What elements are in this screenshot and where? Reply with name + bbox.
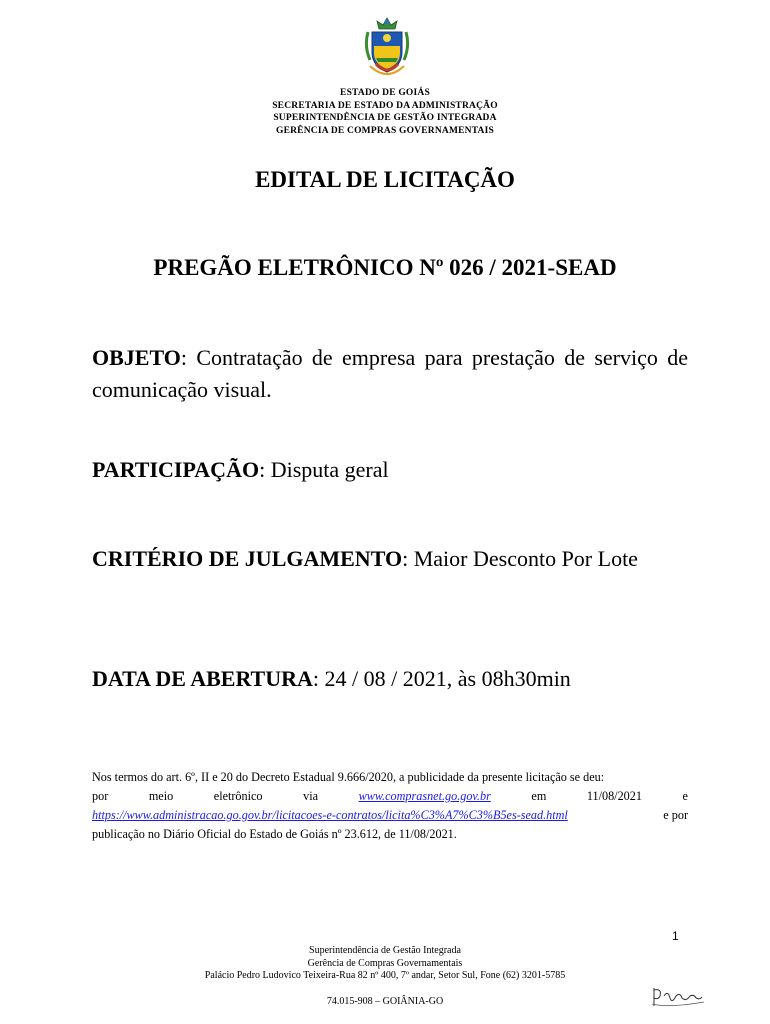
notice-word: em xyxy=(531,789,547,803)
notice-line-1: Nos termos do art. 6º, II e 20 do Decreto Estadual 9.666/2020, a publicidade da presente licitação se deu: xyxy=(92,770,605,784)
participacao-label: PARTICIPAÇÃO xyxy=(92,457,260,482)
document-title: EDITAL DE LICITAÇÃO xyxy=(255,167,515,192)
page-footer xyxy=(0,945,770,983)
criterio-label: CRITÉRIO DE JULGAMENTO xyxy=(92,546,403,571)
notice-word: meio xyxy=(148,789,174,803)
header-line-superintendence: SUPERINTENDÊNCIA DE GESTÃO INTEGRADA xyxy=(273,113,497,123)
notice-word: 11/08/2021 xyxy=(586,789,642,803)
document-subtitle: PREGÃO ELETRÔNICO Nº 026 / 2021-SEAD xyxy=(153,255,617,280)
comprasnet-link[interactable]: www.comprasnet.go.gov.br xyxy=(358,789,491,803)
page-number: 1 xyxy=(672,929,679,943)
objeto-section xyxy=(92,342,688,406)
objeto-separator: : xyxy=(180,345,197,370)
criterio-separator: : xyxy=(402,546,414,571)
participacao-separator: : xyxy=(259,457,271,482)
notice-line-3 xyxy=(92,806,688,825)
notice-line-2 xyxy=(92,787,688,806)
objeto-text: Contratação de empresa para prestação de serviço de comunicação visual. xyxy=(92,345,688,402)
notice-word: eletrônico xyxy=(213,789,263,803)
notice-word: e por xyxy=(663,808,688,822)
notice-word: por xyxy=(92,789,109,803)
notice-word: via xyxy=(303,789,318,803)
state-coat-of-arms-icon xyxy=(362,16,412,82)
header-line-secretariat: SECRETARIA DE ESTADO DA ADMINISTRAÇÃO xyxy=(272,100,498,111)
criterio-text: Maior Desconto Por Lote xyxy=(413,546,638,571)
notice-word: e xyxy=(682,789,688,803)
footer-line-address: Palácio Pedro Ludovico Teixeira-Rua 82 nº 400, 7º andar, Setor Sul, Fone (62) 3201-5785 xyxy=(204,970,566,981)
notice-line-4: publicação no Diário Oficial do Estado de Goiás nº 23.612, de 11/08/2021. xyxy=(92,827,457,841)
document-header xyxy=(0,87,770,137)
sead-licitacoes-link[interactable]: https://www.administracao.go.gov.br/licitacoes-e-contratos/licita%C3%A7%C3%B5es-sead.html xyxy=(92,808,568,822)
criterio-section xyxy=(92,543,688,575)
initials-signature-icon xyxy=(650,982,706,1010)
objeto-label: OBJETO xyxy=(92,345,181,370)
header-line-state: ESTADO DE GOIÁS xyxy=(340,88,430,98)
publicity-notice xyxy=(92,768,688,844)
footer-line-management: Gerência de Compras Governamentais xyxy=(307,957,463,969)
abertura-text: 24 / 08 / 2021, às 08h30min xyxy=(324,666,571,691)
abertura-label: DATA DE ABERTURA xyxy=(92,666,313,691)
participacao-text: Disputa geral xyxy=(270,457,389,482)
abertura-separator: : xyxy=(312,666,325,691)
header-line-management: GERÊNCIA DE COMPRAS GOVERNAMENTAIS xyxy=(275,125,495,136)
abertura-section xyxy=(92,663,688,695)
footer-postal-code: 74.015-908 – GOIÂNIA-GO xyxy=(326,996,444,1007)
participacao-section xyxy=(92,454,688,486)
footer-line-superintendence: Superintendência de Gestão Integrada xyxy=(309,945,461,956)
